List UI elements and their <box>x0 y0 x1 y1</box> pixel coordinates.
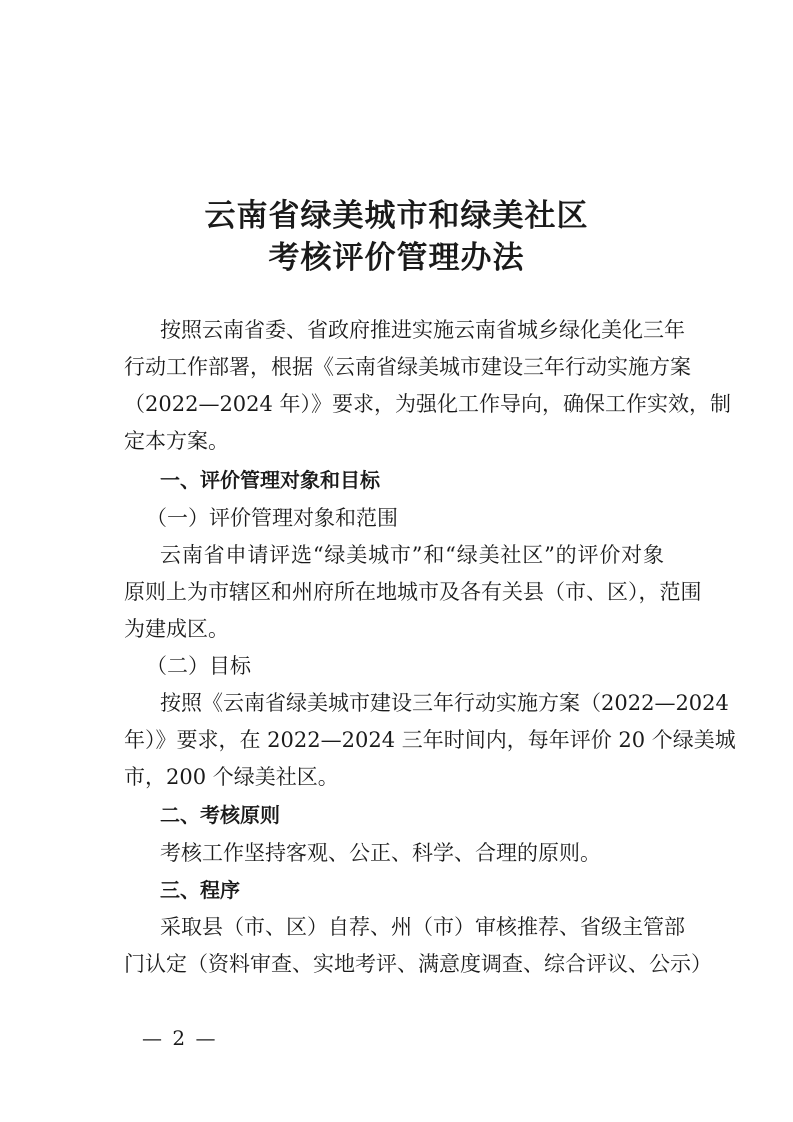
intro-line-1: 按照云南省委、省政府推进实施云南省城乡绿化美化三年 <box>160 318 685 342</box>
document-title-line-1: 云南省绿美城市和绿美社区 <box>204 198 589 234</box>
page-number: — 2 — <box>142 1026 218 1050</box>
intro-line-4: 定本方案。 <box>124 429 229 453</box>
section-1-sub-2-line-3: 市，200 个绿美社区。 <box>124 765 339 789</box>
section-2-line-1: 考核工作坚持客观、公正、科学、合理的原则。 <box>160 841 601 865</box>
section-2-heading: 二、考核原则 <box>160 803 280 827</box>
section-1-sub-2-line-1: 按照《云南省绿美城市建设三年行动实施方案（2022—2024 <box>160 691 729 715</box>
section-1-sub-1-line-3: 为建成区。 <box>124 617 229 641</box>
section-3-heading: 三、程序 <box>160 878 240 902</box>
intro-line-2: 行动工作部署，根据《云南省绿美城市建设三年行动实施方案 <box>124 355 691 379</box>
section-1-sub-2-heading: （二）目标 <box>146 654 251 678</box>
section-3-line-2: 门认定（资料审查、实地考评、满意度调查、综合评议、公示） <box>124 952 712 976</box>
document-title-line-2: 考核评价管理办法 <box>268 240 525 276</box>
section-3-line-1: 采取县（市、区）自荐、州（市）审核推荐、省级主管部 <box>160 915 685 939</box>
section-1-sub-1-heading: （一）评价管理对象和范围 <box>146 506 398 530</box>
section-1-heading: 一、评价管理对象和目标 <box>160 468 380 492</box>
section-1-sub-1-line-1: 云南省申请评选“绿美城市”和“绿美社区”的评价对象 <box>160 543 664 567</box>
intro-line-3: （2022—2024 年）》要求，为强化工作导向，确保工作实效，制 <box>124 392 732 416</box>
section-1-sub-2-line-2: 年）》要求，在 2022—2024 三年时间内，每年评价 20 个绿美城 <box>124 728 736 752</box>
section-1-sub-1-line-2: 原则上为市辖区和州府所在地城市及各有关县（市、区），范围 <box>124 580 702 604</box>
